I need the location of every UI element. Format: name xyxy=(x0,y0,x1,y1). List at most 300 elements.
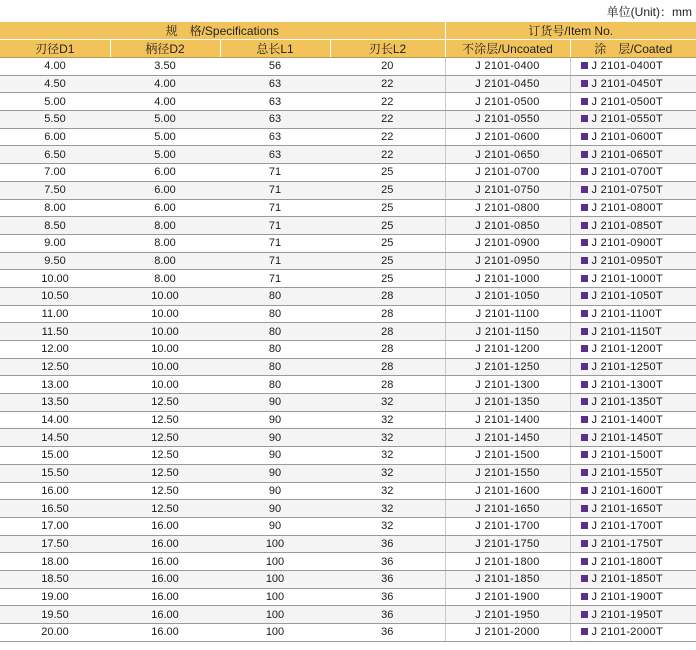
table-body xyxy=(0,58,696,642)
l2-cell: 22 xyxy=(330,75,445,93)
coated-item-label: J 2101-1550T xyxy=(591,467,663,480)
coated-marker-icon xyxy=(581,275,588,282)
uncoated-item-cell: J 2101-1700 xyxy=(445,517,570,535)
l2-cell: 36 xyxy=(330,606,445,624)
l1-cell: 63 xyxy=(220,93,330,111)
l1-cell: 71 xyxy=(220,234,330,252)
d1-cell: 9.00 xyxy=(0,234,110,252)
coated-item-cell xyxy=(570,429,696,447)
coated-marker-icon xyxy=(581,522,588,529)
d2-cell: 5.00 xyxy=(110,111,220,129)
coated-marker-icon xyxy=(581,204,588,211)
uncoated-item-cell: J 2101-1250 xyxy=(445,358,570,376)
l1-cell: 71 xyxy=(220,164,330,182)
coated-item-cell xyxy=(570,482,696,500)
d1-cell: 14.00 xyxy=(0,411,110,429)
l2-cell: 22 xyxy=(330,128,445,146)
coated-item-label: J 2101-0700T xyxy=(591,166,663,179)
coated-item-label: J 2101-1250T xyxy=(591,361,663,374)
l1-cell: 71 xyxy=(220,217,330,235)
l2-cell: 25 xyxy=(330,270,445,288)
l2-cell: 25 xyxy=(330,217,445,235)
coated-marker-icon xyxy=(581,451,588,458)
coated-marker-icon xyxy=(581,239,588,246)
d1-cell: 8.50 xyxy=(0,217,110,235)
l2-cell: 28 xyxy=(330,287,445,305)
d2-cell: 8.00 xyxy=(110,270,220,288)
coated-item-cell xyxy=(570,624,696,642)
coated-item-cell xyxy=(570,75,696,93)
coated-item-label: J 2101-0950T xyxy=(591,254,663,267)
l2-cell: 25 xyxy=(330,252,445,270)
d2-cell: 12.50 xyxy=(110,394,220,412)
d2-cell: 6.00 xyxy=(110,181,220,199)
coated-marker-icon xyxy=(581,505,588,512)
l1-cell: 90 xyxy=(220,482,330,500)
d2-cell: 16.00 xyxy=(110,624,220,642)
coated-item-cell xyxy=(570,128,696,146)
uncoated-item-cell: J 2101-0950 xyxy=(445,252,570,270)
coated-item-cell xyxy=(570,517,696,535)
coated-header: 涂 层/Coated xyxy=(570,40,696,58)
l2-header: 刃长L2 xyxy=(330,40,445,58)
l2-cell: 32 xyxy=(330,500,445,518)
l1-cell: 71 xyxy=(220,199,330,217)
coated-item-label: J 2101-0900T xyxy=(591,237,663,250)
coated-item-cell xyxy=(570,252,696,270)
coated-item-label: J 2101-1450T xyxy=(591,431,663,444)
table-row xyxy=(0,164,696,182)
d2-cell: 16.00 xyxy=(110,570,220,588)
table-row xyxy=(0,234,696,252)
coated-marker-icon xyxy=(581,151,588,158)
uncoated-item-cell: J 2101-1400 xyxy=(445,411,570,429)
table-row xyxy=(0,323,696,341)
d1-cell: 6.00 xyxy=(0,128,110,146)
coated-marker-icon xyxy=(581,222,588,229)
d1-cell: 17.50 xyxy=(0,535,110,553)
uncoated-item-cell: J 2101-1800 xyxy=(445,553,570,571)
coated-item-cell xyxy=(570,181,696,199)
coated-item-cell xyxy=(570,164,696,182)
d2-cell: 10.00 xyxy=(110,287,220,305)
coated-marker-icon xyxy=(581,115,588,122)
d2-cell: 16.00 xyxy=(110,606,220,624)
table-row xyxy=(0,75,696,93)
d1-cell: 6.50 xyxy=(0,146,110,164)
specification-table xyxy=(0,22,696,642)
uncoated-item-cell: J 2101-2000 xyxy=(445,624,570,642)
coated-item-label: J 2101-1400T xyxy=(591,414,663,427)
coated-item-cell xyxy=(570,447,696,465)
table-row xyxy=(0,199,696,217)
table-row xyxy=(0,624,696,642)
l1-cell: 56 xyxy=(220,58,330,76)
l2-cell: 32 xyxy=(330,482,445,500)
l1-cell: 71 xyxy=(220,252,330,270)
l1-cell: 100 xyxy=(220,606,330,624)
d1-cell: 5.50 xyxy=(0,111,110,129)
coated-item-label: J 2101-1750T xyxy=(591,537,663,550)
coated-item-label: J 2101-0600T xyxy=(591,131,663,144)
coated-item-label: J 2101-0850T xyxy=(591,219,663,232)
coated-item-cell xyxy=(570,588,696,606)
table-row xyxy=(0,128,696,146)
d2-cell: 4.00 xyxy=(110,75,220,93)
table-row xyxy=(0,570,696,588)
uncoated-item-cell: J 2101-1100 xyxy=(445,305,570,323)
coated-marker-icon xyxy=(581,345,588,352)
coated-item-cell xyxy=(570,270,696,288)
l2-cell: 20 xyxy=(330,58,445,76)
d2-cell: 5.00 xyxy=(110,128,220,146)
coated-marker-icon xyxy=(581,416,588,423)
uncoated-item-cell: J 2101-0500 xyxy=(445,93,570,111)
coated-item-label: J 2101-1350T xyxy=(591,396,663,409)
table-row xyxy=(0,464,696,482)
coated-item-cell xyxy=(570,234,696,252)
uncoated-item-cell: J 2101-0400 xyxy=(445,58,570,76)
table-row xyxy=(0,181,696,199)
coated-item-label: J 2101-1300T xyxy=(591,378,663,391)
coated-marker-icon xyxy=(581,540,588,547)
l2-cell: 36 xyxy=(330,588,445,606)
uncoated-item-cell: J 2101-1550 xyxy=(445,464,570,482)
l2-cell: 22 xyxy=(330,146,445,164)
table-row xyxy=(0,305,696,323)
coated-marker-icon xyxy=(581,186,588,193)
coated-marker-icon xyxy=(581,310,588,317)
l1-cell: 100 xyxy=(220,570,330,588)
table-row xyxy=(0,146,696,164)
d2-header: 柄径D2 xyxy=(110,40,220,58)
coated-item-cell xyxy=(570,146,696,164)
d2-cell: 12.50 xyxy=(110,429,220,447)
d2-cell: 6.00 xyxy=(110,199,220,217)
d2-cell: 12.50 xyxy=(110,411,220,429)
table-row xyxy=(0,606,696,624)
coated-marker-icon xyxy=(581,434,588,441)
table-row xyxy=(0,429,696,447)
d1-cell: 12.00 xyxy=(0,341,110,359)
coated-item-cell xyxy=(570,287,696,305)
d2-cell: 10.00 xyxy=(110,358,220,376)
d1-cell: 19.00 xyxy=(0,588,110,606)
d1-cell: 18.50 xyxy=(0,570,110,588)
coated-item-label: J 2101-1000T xyxy=(591,272,663,285)
uncoated-item-cell: J 2101-0550 xyxy=(445,111,570,129)
d1-cell: 18.00 xyxy=(0,553,110,571)
coated-item-label: J 2101-1050T xyxy=(591,290,663,303)
coated-item-label: J 2101-0500T xyxy=(591,95,663,108)
table-row xyxy=(0,376,696,394)
uncoated-item-cell: J 2101-1650 xyxy=(445,500,570,518)
d2-cell: 8.00 xyxy=(110,234,220,252)
coated-item-cell xyxy=(570,199,696,217)
coated-marker-icon xyxy=(581,62,588,69)
coated-item-label: J 2101-1850T xyxy=(591,573,663,586)
uncoated-item-cell: J 2101-1050 xyxy=(445,287,570,305)
uncoated-item-cell: J 2101-1850 xyxy=(445,570,570,588)
table-row xyxy=(0,93,696,111)
table-row xyxy=(0,287,696,305)
d2-cell: 10.00 xyxy=(110,341,220,359)
l2-cell: 25 xyxy=(330,164,445,182)
specifications-header: 规 格/Specifications xyxy=(0,22,445,40)
l1-cell: 63 xyxy=(220,111,330,129)
d1-cell: 10.00 xyxy=(0,270,110,288)
table-row xyxy=(0,447,696,465)
table-header xyxy=(0,22,696,58)
d2-cell: 16.00 xyxy=(110,535,220,553)
coated-item-cell xyxy=(570,553,696,571)
l1-cell: 63 xyxy=(220,75,330,93)
d1-cell: 8.00 xyxy=(0,199,110,217)
table-row xyxy=(0,394,696,412)
coated-marker-icon xyxy=(581,328,588,335)
uncoated-item-cell: J 2101-1000 xyxy=(445,270,570,288)
coated-marker-icon xyxy=(581,133,588,140)
unit-label: 单位(Unit)：mm xyxy=(606,5,692,19)
l2-cell: 25 xyxy=(330,181,445,199)
l1-cell: 90 xyxy=(220,517,330,535)
l1-cell: 100 xyxy=(220,553,330,571)
d1-cell: 14.50 xyxy=(0,429,110,447)
table-row xyxy=(0,482,696,500)
d1-cell: 15.50 xyxy=(0,464,110,482)
l1-cell: 90 xyxy=(220,411,330,429)
coated-item-label: J 2101-0650T xyxy=(591,148,663,161)
coated-item-label: J 2101-1650T xyxy=(591,502,663,515)
coated-marker-icon xyxy=(581,257,588,264)
l1-cell: 100 xyxy=(220,624,330,642)
d1-cell: 12.50 xyxy=(0,358,110,376)
d2-cell: 16.00 xyxy=(110,517,220,535)
l1-cell: 80 xyxy=(220,305,330,323)
coated-marker-icon xyxy=(581,398,588,405)
d1-cell: 16.50 xyxy=(0,500,110,518)
coated-item-label: J 2101-1900T xyxy=(591,590,663,603)
l2-cell: 32 xyxy=(330,464,445,482)
l2-cell: 32 xyxy=(330,394,445,412)
coated-item-label: J 2101-0550T xyxy=(591,113,663,126)
d1-cell: 16.00 xyxy=(0,482,110,500)
coated-marker-icon xyxy=(581,381,588,388)
coated-item-label: J 2101-0750T xyxy=(591,184,663,197)
l1-cell: 90 xyxy=(220,429,330,447)
uncoated-item-cell: J 2101-1300 xyxy=(445,376,570,394)
uncoated-item-cell: J 2101-0750 xyxy=(445,181,570,199)
coated-item-label: J 2101-0400T xyxy=(591,60,663,73)
coated-item-cell xyxy=(570,411,696,429)
table-row xyxy=(0,341,696,359)
d2-cell: 10.00 xyxy=(110,305,220,323)
d2-cell: 4.00 xyxy=(110,93,220,111)
d2-cell: 10.00 xyxy=(110,323,220,341)
item-no-header: 订货号/Item No. xyxy=(445,22,696,40)
d2-cell: 5.00 xyxy=(110,146,220,164)
d1-cell: 10.50 xyxy=(0,287,110,305)
uncoated-item-cell: J 2101-0650 xyxy=(445,146,570,164)
l1-cell: 100 xyxy=(220,535,330,553)
d2-cell: 12.50 xyxy=(110,482,220,500)
d2-cell: 6.00 xyxy=(110,164,220,182)
uncoated-item-cell: J 2101-1600 xyxy=(445,482,570,500)
uncoated-item-cell: J 2101-0450 xyxy=(445,75,570,93)
table-row xyxy=(0,411,696,429)
uncoated-item-cell: J 2101-1450 xyxy=(445,429,570,447)
d1-cell: 17.00 xyxy=(0,517,110,535)
coated-item-label: J 2101-1100T xyxy=(591,307,663,320)
d1-cell: 4.50 xyxy=(0,75,110,93)
d1-cell: 20.00 xyxy=(0,624,110,642)
coated-marker-icon xyxy=(581,98,588,105)
l2-cell: 25 xyxy=(330,199,445,217)
l1-header: 总长L1 xyxy=(220,40,330,58)
d2-cell: 10.00 xyxy=(110,376,220,394)
coated-item-cell xyxy=(570,394,696,412)
coated-marker-icon xyxy=(581,558,588,565)
table-row xyxy=(0,58,696,76)
l2-cell: 32 xyxy=(330,517,445,535)
l1-cell: 80 xyxy=(220,323,330,341)
coated-item-cell xyxy=(570,376,696,394)
uncoated-item-cell: J 2101-1750 xyxy=(445,535,570,553)
coated-item-cell xyxy=(570,93,696,111)
coated-marker-icon xyxy=(581,469,588,476)
d1-cell: 13.00 xyxy=(0,376,110,394)
coated-item-cell xyxy=(570,535,696,553)
table-row xyxy=(0,500,696,518)
coated-item-cell xyxy=(570,341,696,359)
d2-cell: 8.00 xyxy=(110,217,220,235)
coated-item-cell xyxy=(570,58,696,76)
d1-cell: 15.00 xyxy=(0,447,110,465)
coated-item-cell xyxy=(570,570,696,588)
uncoated-item-cell: J 2101-0800 xyxy=(445,199,570,217)
l1-cell: 80 xyxy=(220,376,330,394)
d1-cell: 11.50 xyxy=(0,323,110,341)
coated-marker-icon xyxy=(581,611,588,618)
uncoated-item-cell: J 2101-1150 xyxy=(445,323,570,341)
l1-cell: 71 xyxy=(220,181,330,199)
coated-marker-icon xyxy=(581,292,588,299)
l2-cell: 32 xyxy=(330,411,445,429)
coated-marker-icon xyxy=(581,575,588,582)
l2-cell: 36 xyxy=(330,570,445,588)
uncoated-item-cell: J 2101-0850 xyxy=(445,217,570,235)
d1-cell: 13.50 xyxy=(0,394,110,412)
uncoated-item-cell: J 2101-1500 xyxy=(445,447,570,465)
coated-marker-icon xyxy=(581,80,588,87)
d2-cell: 12.50 xyxy=(110,447,220,465)
l2-cell: 36 xyxy=(330,553,445,571)
l1-cell: 80 xyxy=(220,341,330,359)
coated-item-label: J 2101-1600T xyxy=(591,484,663,497)
l2-cell: 32 xyxy=(330,447,445,465)
coated-item-cell xyxy=(570,305,696,323)
l2-cell: 36 xyxy=(330,624,445,642)
l2-cell: 28 xyxy=(330,341,445,359)
coated-marker-icon xyxy=(581,168,588,175)
l1-cell: 80 xyxy=(220,358,330,376)
coated-marker-icon xyxy=(581,363,588,370)
uncoated-header: 不涂层/Uncoated xyxy=(445,40,570,58)
table-row xyxy=(0,553,696,571)
d1-cell: 5.00 xyxy=(0,93,110,111)
l1-cell: 71 xyxy=(220,270,330,288)
d2-cell: 12.50 xyxy=(110,500,220,518)
coated-marker-icon xyxy=(581,487,588,494)
coated-item-label: J 2101-2000T xyxy=(591,626,663,639)
coated-item-label: J 2101-1150T xyxy=(591,325,663,338)
l2-cell: 32 xyxy=(330,429,445,447)
l2-cell: 28 xyxy=(330,323,445,341)
d1-cell: 7.00 xyxy=(0,164,110,182)
table-row xyxy=(0,358,696,376)
l2-cell: 25 xyxy=(330,234,445,252)
l1-cell: 90 xyxy=(220,500,330,518)
coated-item-label: J 2101-1200T xyxy=(591,343,663,356)
uncoated-item-cell: J 2101-1950 xyxy=(445,606,570,624)
coated-marker-icon xyxy=(581,593,588,600)
d2-cell: 8.00 xyxy=(110,252,220,270)
table-row xyxy=(0,217,696,235)
l1-cell: 63 xyxy=(220,128,330,146)
uncoated-item-cell: J 2101-1900 xyxy=(445,588,570,606)
coated-item-cell xyxy=(570,217,696,235)
uncoated-item-cell: J 2101-0700 xyxy=(445,164,570,182)
coated-item-label: J 2101-0450T xyxy=(591,78,663,91)
l1-cell: 63 xyxy=(220,146,330,164)
coated-item-label: J 2101-1500T xyxy=(591,449,663,462)
d1-cell: 19.50 xyxy=(0,606,110,624)
l1-cell: 90 xyxy=(220,447,330,465)
l1-cell: 80 xyxy=(220,287,330,305)
l2-cell: 28 xyxy=(330,305,445,323)
d2-cell: 16.00 xyxy=(110,553,220,571)
coated-item-cell xyxy=(570,464,696,482)
coated-item-label: J 2101-0800T xyxy=(591,201,663,214)
table-row xyxy=(0,588,696,606)
coated-marker-icon xyxy=(581,628,588,635)
l1-cell: 90 xyxy=(220,464,330,482)
l2-cell: 28 xyxy=(330,376,445,394)
coated-item-label: J 2101-1950T xyxy=(591,608,663,621)
d1-cell: 4.00 xyxy=(0,58,110,76)
table-row xyxy=(0,517,696,535)
table-row xyxy=(0,252,696,270)
coated-item-cell xyxy=(570,500,696,518)
l1-cell: 100 xyxy=(220,588,330,606)
d1-cell: 11.00 xyxy=(0,305,110,323)
d1-cell: 7.50 xyxy=(0,181,110,199)
l2-cell: 22 xyxy=(330,111,445,129)
coated-item-label: J 2101-1700T xyxy=(591,520,663,533)
table-row xyxy=(0,535,696,553)
coated-item-cell xyxy=(570,111,696,129)
l2-cell: 36 xyxy=(330,535,445,553)
uncoated-item-cell: J 2101-1200 xyxy=(445,341,570,359)
d1-cell: 9.50 xyxy=(0,252,110,270)
coated-item-cell xyxy=(570,323,696,341)
l1-cell: 90 xyxy=(220,394,330,412)
uncoated-item-cell: J 2101-0600 xyxy=(445,128,570,146)
uncoated-item-cell: J 2101-1350 xyxy=(445,394,570,412)
coated-item-cell xyxy=(570,358,696,376)
d2-cell: 16.00 xyxy=(110,588,220,606)
table-row xyxy=(0,111,696,129)
